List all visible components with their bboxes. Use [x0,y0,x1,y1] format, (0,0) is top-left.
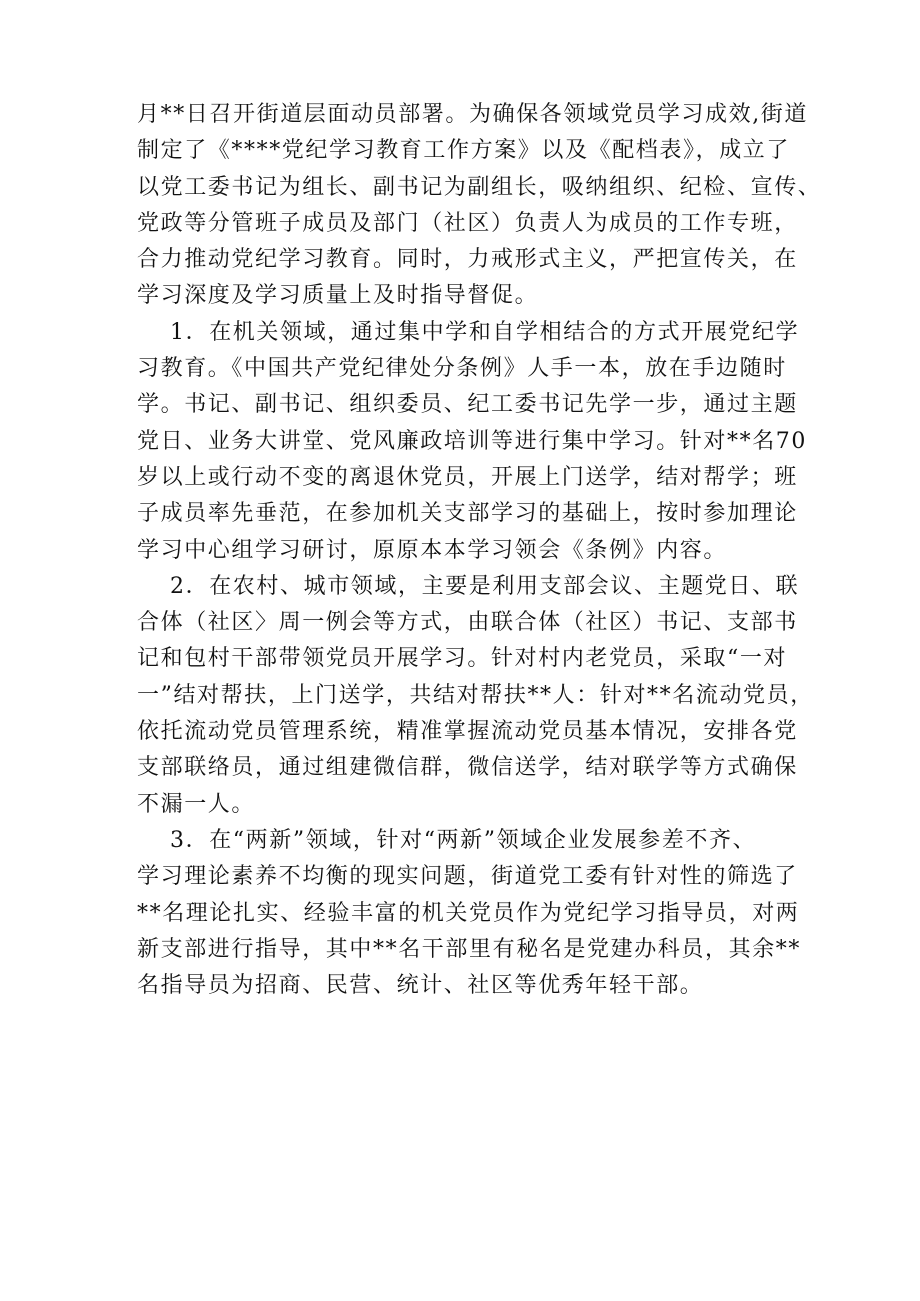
text-line: 月**日召开街道层面动员部署。为确保各领域党员学习成效,街道 [137,102,808,127]
text-line: 2．在农村、城市领域，主要是利用支部会议、主题党日、联 [170,573,800,599]
text-line: 名指导员为招商、民营、统计、社区等优秀年轻干部。 [137,973,704,999]
text-line: 子成员率先垂范，在参加机关支部学习的基础上，按时参加理论 [137,501,798,527]
text-line: 合体（社区〉周一例会等方式，由联合体（社区）书记、支部书 [137,610,798,636]
text-line: 以党工委书记为组长、副书记为副组长，吸纳组织、纪检、宣传、 [137,174,822,200]
text-line: 1．在机关领域，通过集中学和自学相结合的方式开展党纪学 [170,319,800,345]
text-line: 党日、业务大讲堂、党风廉政培训等进行集中学习。针对**名70 [137,428,807,454]
text-line: 3．在“两新”领域，针对“两新”领域企业发展参差不齐、 [170,827,757,853]
text-line: 依托流动党员管理系统，精准掌握流动党员基本情况，安排各党 [137,719,798,745]
paragraph-intro [137,97,822,315]
text-line: 学习中心组学习研讨，原原本本学习领会《条例》内容。 [137,537,728,563]
text-line: 制定了《****党纪学习教育工作方案》以及《配档表》，成立了 [137,138,791,164]
text-line: 岁以上或行动不变的离退休党员，开展上门送学，结对帮学；班 [137,464,798,490]
text-line: 不漏一人。 [137,791,256,817]
text-line: 党政等分管班子成员及部门（社区）负责人为成员的工作专班， [137,210,798,236]
paragraph-item-3 [137,823,802,1004]
text-line: 学。书记、副书记、组织委员、纪工委书记先学一步，通过主题 [137,392,798,418]
text-line: 合力推动党纪学习教育。同时，力戒形式主义，严把宣传关，在 [137,247,798,273]
paragraph-item-1 [137,315,807,569]
text-line: 学习深度及学习质量上及时指导督促。 [137,283,539,309]
text-line: **名理论扎实、经验丰富的机关党员作为党纪学习指导员，对两 [137,900,800,926]
text-line: 一”结对帮扶，上门送学，共结对帮扶**人：针对**名流动党员， [137,682,814,708]
text-line: 记和包村干部带领党员开展学习。针对村内老党员，采取“一对 [137,646,788,672]
document-body [137,97,822,1004]
text-line: 新支部进行指导，其中**名干部里有秘名是党建办科员，其余** [137,936,802,962]
text-line: 习教育。《中国共产党纪律处分条例》人手一本，放在手边随时 [137,356,787,382]
paragraph-item-2 [137,569,814,823]
text-line: 学习理论素养不均衡的现实问题，街道党工委有针对性的筛选了 [137,864,798,890]
text-line: 支部联络员，通过组建微信群，微信送学，结对联学等方式确保 [137,755,798,781]
